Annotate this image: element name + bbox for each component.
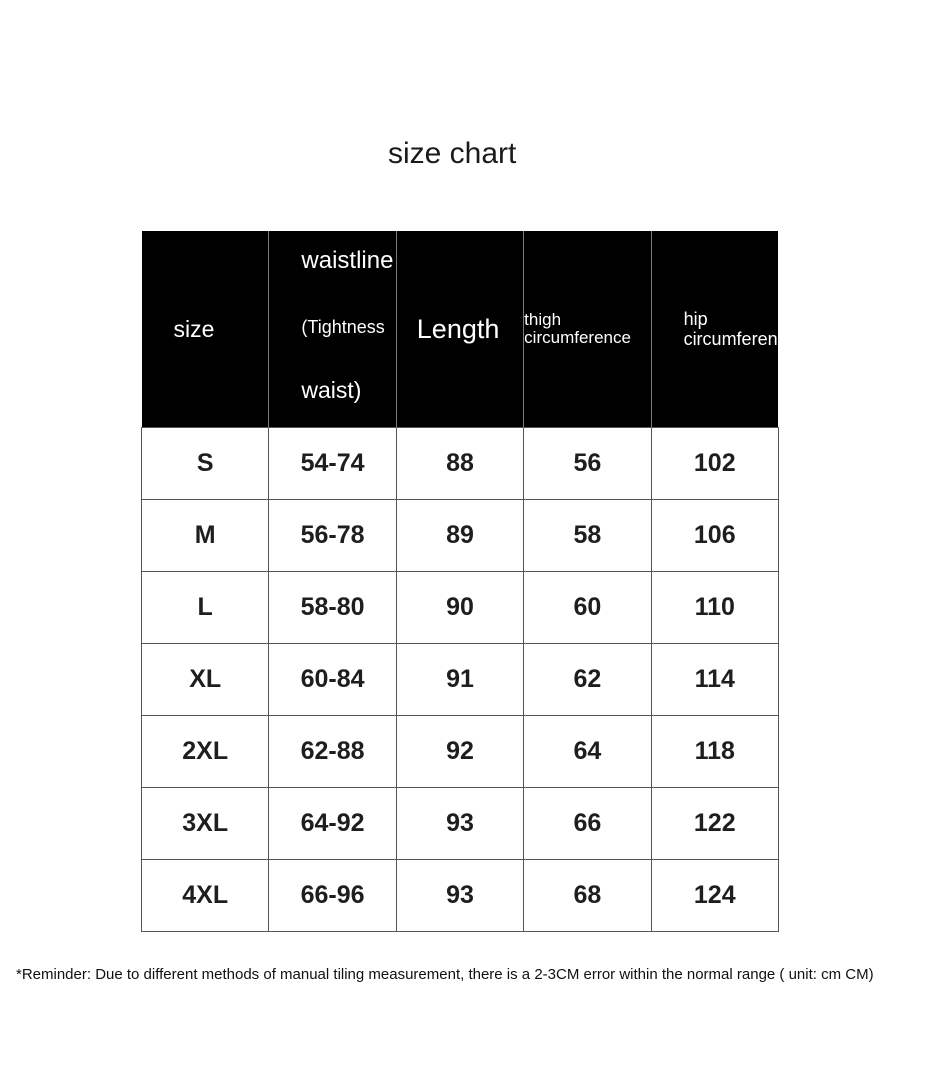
- cell-thigh: 56: [524, 428, 651, 500]
- cell-size: 4XL: [142, 860, 269, 932]
- cell-hip: 122: [651, 788, 778, 860]
- cell-thigh: 66: [524, 788, 651, 860]
- header-hip-line2: circumference: [683, 329, 797, 349]
- cell-thigh: 58: [524, 500, 651, 572]
- cell-thigh: 64: [524, 716, 651, 788]
- cell-hip: 110: [651, 572, 778, 644]
- cell-size: 2XL: [142, 716, 269, 788]
- cell-length: 92: [396, 716, 523, 788]
- cell-length: 89: [396, 500, 523, 572]
- cell-length: 93: [396, 788, 523, 860]
- size-chart-table-container: [141, 231, 797, 932]
- header-thigh: [524, 231, 651, 428]
- cell-thigh: 68: [524, 860, 651, 932]
- header-waistline-line1: waistline: [301, 247, 394, 274]
- header-waistline-line2: (Tightness: [301, 317, 385, 337]
- cell-length: 88: [396, 428, 523, 500]
- table-row: [142, 716, 779, 788]
- cell-waistline: 58-80: [269, 572, 396, 644]
- header-thigh-line2: circumference: [524, 328, 631, 347]
- cell-waistline: 64-92: [269, 788, 396, 860]
- header-thigh-line1: thigh: [524, 310, 562, 329]
- cell-length: 91: [396, 644, 523, 716]
- table-row: [142, 860, 779, 932]
- header-waistline-line3: waist): [301, 377, 362, 403]
- cell-waistline: 54-74: [269, 428, 396, 500]
- table-row: [142, 500, 779, 572]
- table-header: [142, 231, 797, 428]
- cell-hip: 102: [651, 428, 778, 500]
- header-hip: [651, 231, 797, 428]
- measurement-reminder-note: *Reminder: Due to different methods of manual tiling measurement, there is a 2-3CM error within the normal range ( unit: cm CM): [16, 966, 874, 983]
- cell-size: XL: [142, 644, 269, 716]
- cell-waistline: 60-84: [269, 644, 396, 716]
- cell-waistline: 56-78: [269, 500, 396, 572]
- table-row: [142, 428, 779, 500]
- header-row: [142, 231, 779, 428]
- header-size: size: [142, 231, 269, 428]
- header-length: Length: [396, 231, 523, 428]
- cell-hip: 106: [651, 500, 778, 572]
- page-title: size chart: [388, 137, 517, 170]
- table-row: [142, 644, 779, 716]
- cell-hip: 124: [651, 860, 778, 932]
- cell-waistline: 62-88: [269, 716, 396, 788]
- cell-hip: 114: [651, 644, 778, 716]
- cell-thigh: 62: [524, 644, 651, 716]
- table-row: [142, 572, 779, 644]
- header-hip-line1: hip: [683, 309, 708, 329]
- table-row: [142, 788, 779, 860]
- cell-size: M: [142, 500, 269, 572]
- cell-size: L: [142, 572, 269, 644]
- cell-length: 93: [396, 860, 523, 932]
- size-chart-table: [141, 231, 797, 932]
- cell-length: 90: [396, 572, 523, 644]
- header-waistline: [269, 231, 396, 428]
- table-body: [142, 428, 779, 932]
- cell-hip: 118: [651, 716, 778, 788]
- cell-thigh: 60: [524, 572, 651, 644]
- cell-size: 3XL: [142, 788, 269, 860]
- cell-size: S: [142, 428, 269, 500]
- cell-waistline: 66-96: [269, 860, 396, 932]
